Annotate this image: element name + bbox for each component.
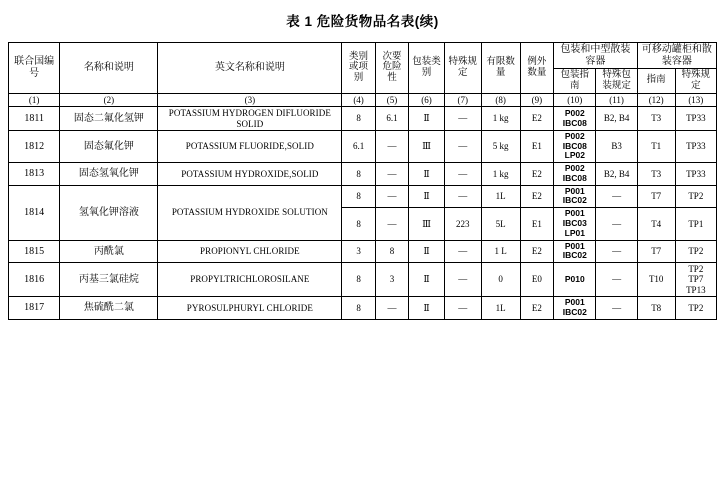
cell-tank-special: TP2 TP7 TP13 <box>675 263 716 297</box>
header-special: 特殊规定 <box>444 43 481 94</box>
cell-limited-qty: 0 <box>481 263 520 297</box>
col-num-5: (5) <box>375 93 408 106</box>
cell-name-cn: 氢氧化钾溶液 <box>60 185 158 240</box>
dangerous-goods-table <box>8 42 717 320</box>
cell-pack-group: Ⅱ <box>409 163 445 186</box>
cell-name-cn: 固态二氟化氢钾 <box>60 107 158 131</box>
cell-name-en: PROPIONYL CHLORIDE <box>158 240 342 263</box>
cell-excepted-qty: E0 <box>520 263 553 297</box>
cell-packing-special: — <box>596 297 637 320</box>
cell-packing-instruction: P001 IBC02 <box>554 240 596 263</box>
header-packing-special: 特殊包装规定 <box>596 69 637 94</box>
table-row <box>9 185 717 208</box>
cell-packing-special: — <box>596 185 637 208</box>
cell-subrisk: 8 <box>375 240 408 263</box>
cell-tank-instruction: T1 <box>637 130 675 162</box>
header-group-tank: 可移动罐柜和散装容器 <box>637 43 716 69</box>
cell-special: — <box>444 263 481 297</box>
cell-excepted-qty: E2 <box>520 185 553 208</box>
cell-tank-special: TP33 <box>675 163 716 186</box>
table-row <box>9 297 717 320</box>
cell-name-en: POTASSIUM HYDROGEN DIFLUORIDE SOLID <box>158 107 342 131</box>
cell-class: 8 <box>342 107 375 131</box>
cell-tank-special: TP2 <box>675 185 716 208</box>
col-num-11: (11) <box>596 93 637 106</box>
cell-special: — <box>444 185 481 208</box>
header-limited-qty: 有限数量 <box>481 43 520 94</box>
cell-packing-special: — <box>596 208 637 240</box>
table-row <box>9 240 717 263</box>
table-row <box>9 263 717 297</box>
header-excepted-qty: 例外数量 <box>520 43 553 94</box>
cell-class: 8 <box>342 297 375 320</box>
cell-pack-group: Ⅱ <box>409 185 445 208</box>
header-tank-instruction: 指南 <box>637 69 675 94</box>
cell-tank-instruction: T3 <box>637 163 675 186</box>
header-tank-special: 特殊规定 <box>675 69 716 94</box>
cell-name-cn: 丙基三氯硅烷 <box>60 263 158 297</box>
col-num-9: (9) <box>520 93 553 106</box>
header-un-number: 联合国编号 <box>9 43 60 94</box>
cell-tank-special: TP33 <box>675 130 716 162</box>
cell-pack-group: Ⅱ <box>409 240 445 263</box>
col-num-13: (13) <box>675 93 716 106</box>
cell-class: 8 <box>342 263 375 297</box>
cell-tank-instruction: T7 <box>637 185 675 208</box>
cell-packing-instruction: P001 IBC03 LP01 <box>554 208 596 240</box>
header-class: 类别或项别 <box>342 43 375 94</box>
cell-limited-qty: 5L <box>481 208 520 240</box>
cell-name-en: POTASSIUM HYDROXIDE SOLUTION <box>158 185 342 240</box>
col-num-3: (3) <box>158 93 342 106</box>
cell-tank-instruction: T8 <box>637 297 675 320</box>
cell-name-cn: 丙酰氯 <box>60 240 158 263</box>
cell-special: — <box>444 297 481 320</box>
cell-packing-special: B3 <box>596 130 637 162</box>
cell-tank-special: TP2 <box>675 240 716 263</box>
cell-subrisk: — <box>375 208 408 240</box>
col-num-4: (4) <box>342 93 375 106</box>
cell-subrisk: — <box>375 163 408 186</box>
cell-packing-special: — <box>596 240 637 263</box>
cell-packing-instruction: P001 IBC02 <box>554 297 596 320</box>
cell-un: 1811 <box>9 107 60 131</box>
cell-un: 1813 <box>9 163 60 186</box>
cell-name-cn: 焦硫酰二氯 <box>60 297 158 320</box>
header-subrisk: 次要危险性 <box>375 43 408 94</box>
header-name-cn: 名称和说明 <box>60 43 158 94</box>
cell-name-cn: 固态氟化钾 <box>60 130 158 162</box>
cell-limited-qty: 1 kg <box>481 107 520 131</box>
header-packing-instruction: 包装指南 <box>554 69 596 94</box>
cell-special: — <box>444 163 481 186</box>
cell-limited-qty: 1 L <box>481 240 520 263</box>
cell-special: 223 <box>444 208 481 240</box>
col-num-10: (10) <box>554 93 596 106</box>
cell-pack-group: Ⅱ <box>409 297 445 320</box>
cell-packing-instruction: P002 IBC08 LP02 <box>554 130 596 162</box>
cell-special: — <box>444 240 481 263</box>
cell-packing-special: — <box>596 263 637 297</box>
cell-packing-special: B2, B4 <box>596 163 637 186</box>
cell-excepted-qty: E2 <box>520 297 553 320</box>
cell-tank-special: TP33 <box>675 107 716 131</box>
cell-packing-instruction: P002 IBC08 <box>554 163 596 186</box>
cell-subrisk: 3 <box>375 263 408 297</box>
cell-limited-qty: 1L <box>481 297 520 320</box>
cell-excepted-qty: E1 <box>520 208 553 240</box>
header-group-packaging-ibc: 包装和中型散装容器 <box>554 43 638 69</box>
col-num-1: (1) <box>9 93 60 106</box>
col-num-2: (2) <box>60 93 158 106</box>
cell-class: 8 <box>342 208 375 240</box>
cell-subrisk: — <box>375 130 408 162</box>
cell-name-en: PYROSULPHURYL CHLORIDE <box>158 297 342 320</box>
cell-excepted-qty: E2 <box>520 163 553 186</box>
cell-pack-group: Ⅲ <box>409 208 445 240</box>
cell-special: — <box>444 130 481 162</box>
cell-packing-instruction: P010 <box>554 263 596 297</box>
cell-un: 1815 <box>9 240 60 263</box>
cell-name-en: PROPYLTRICHLOROSILANE <box>158 263 342 297</box>
cell-special: — <box>444 107 481 131</box>
cell-un: 1814 <box>9 185 60 240</box>
cell-pack-group: Ⅱ <box>409 107 445 131</box>
table-row <box>9 163 717 186</box>
cell-excepted-qty: E2 <box>520 107 553 131</box>
col-num-8: (8) <box>481 93 520 106</box>
cell-subrisk: — <box>375 297 408 320</box>
cell-excepted-qty: E1 <box>520 130 553 162</box>
cell-class: 8 <box>342 163 375 186</box>
cell-un: 1812 <box>9 130 60 162</box>
cell-class: 8 <box>342 185 375 208</box>
cell-tank-special: TP2 <box>675 297 716 320</box>
col-num-12: (12) <box>637 93 675 106</box>
cell-class: 6.1 <box>342 130 375 162</box>
cell-un: 1817 <box>9 297 60 320</box>
page-title: 表 1 危险货物品名表(续) <box>286 14 439 29</box>
cell-pack-group: Ⅱ <box>409 263 445 297</box>
cell-packing-instruction: P002 IBC08 <box>554 107 596 131</box>
table-row <box>9 107 717 131</box>
cell-subrisk: 6.1 <box>375 107 408 131</box>
cell-subrisk: — <box>375 185 408 208</box>
cell-limited-qty: 5 kg <box>481 130 520 162</box>
column-number-row <box>9 93 717 106</box>
cell-tank-instruction: T7 <box>637 240 675 263</box>
cell-limited-qty: 1L <box>481 185 520 208</box>
table-header-row <box>9 43 717 69</box>
col-num-7: (7) <box>444 93 481 106</box>
cell-tank-instruction: T3 <box>637 107 675 131</box>
cell-packing-special: B2, B4 <box>596 107 637 131</box>
col-num-6: (6) <box>409 93 445 106</box>
table-row <box>9 130 717 162</box>
header-name-en: 英文名称和说明 <box>158 43 342 94</box>
cell-packing-instruction: P001 IBC02 <box>554 185 596 208</box>
cell-tank-instruction: T10 <box>637 263 675 297</box>
cell-name-en: POTASSIUM FLUORIDE,SOLID <box>158 130 342 162</box>
cell-pack-group: Ⅲ <box>409 130 445 162</box>
cell-tank-instruction: T4 <box>637 208 675 240</box>
cell-un: 1816 <box>9 263 60 297</box>
cell-tank-special: TP1 <box>675 208 716 240</box>
header-pack-group: 包装类别 <box>409 43 445 94</box>
cell-limited-qty: 1 kg <box>481 163 520 186</box>
cell-name-en: POTASSIUM HYDROXIDE,SOLID <box>158 163 342 186</box>
cell-class: 3 <box>342 240 375 263</box>
cell-excepted-qty: E2 <box>520 240 553 263</box>
cell-name-cn: 固态氢氧化钾 <box>60 163 158 186</box>
